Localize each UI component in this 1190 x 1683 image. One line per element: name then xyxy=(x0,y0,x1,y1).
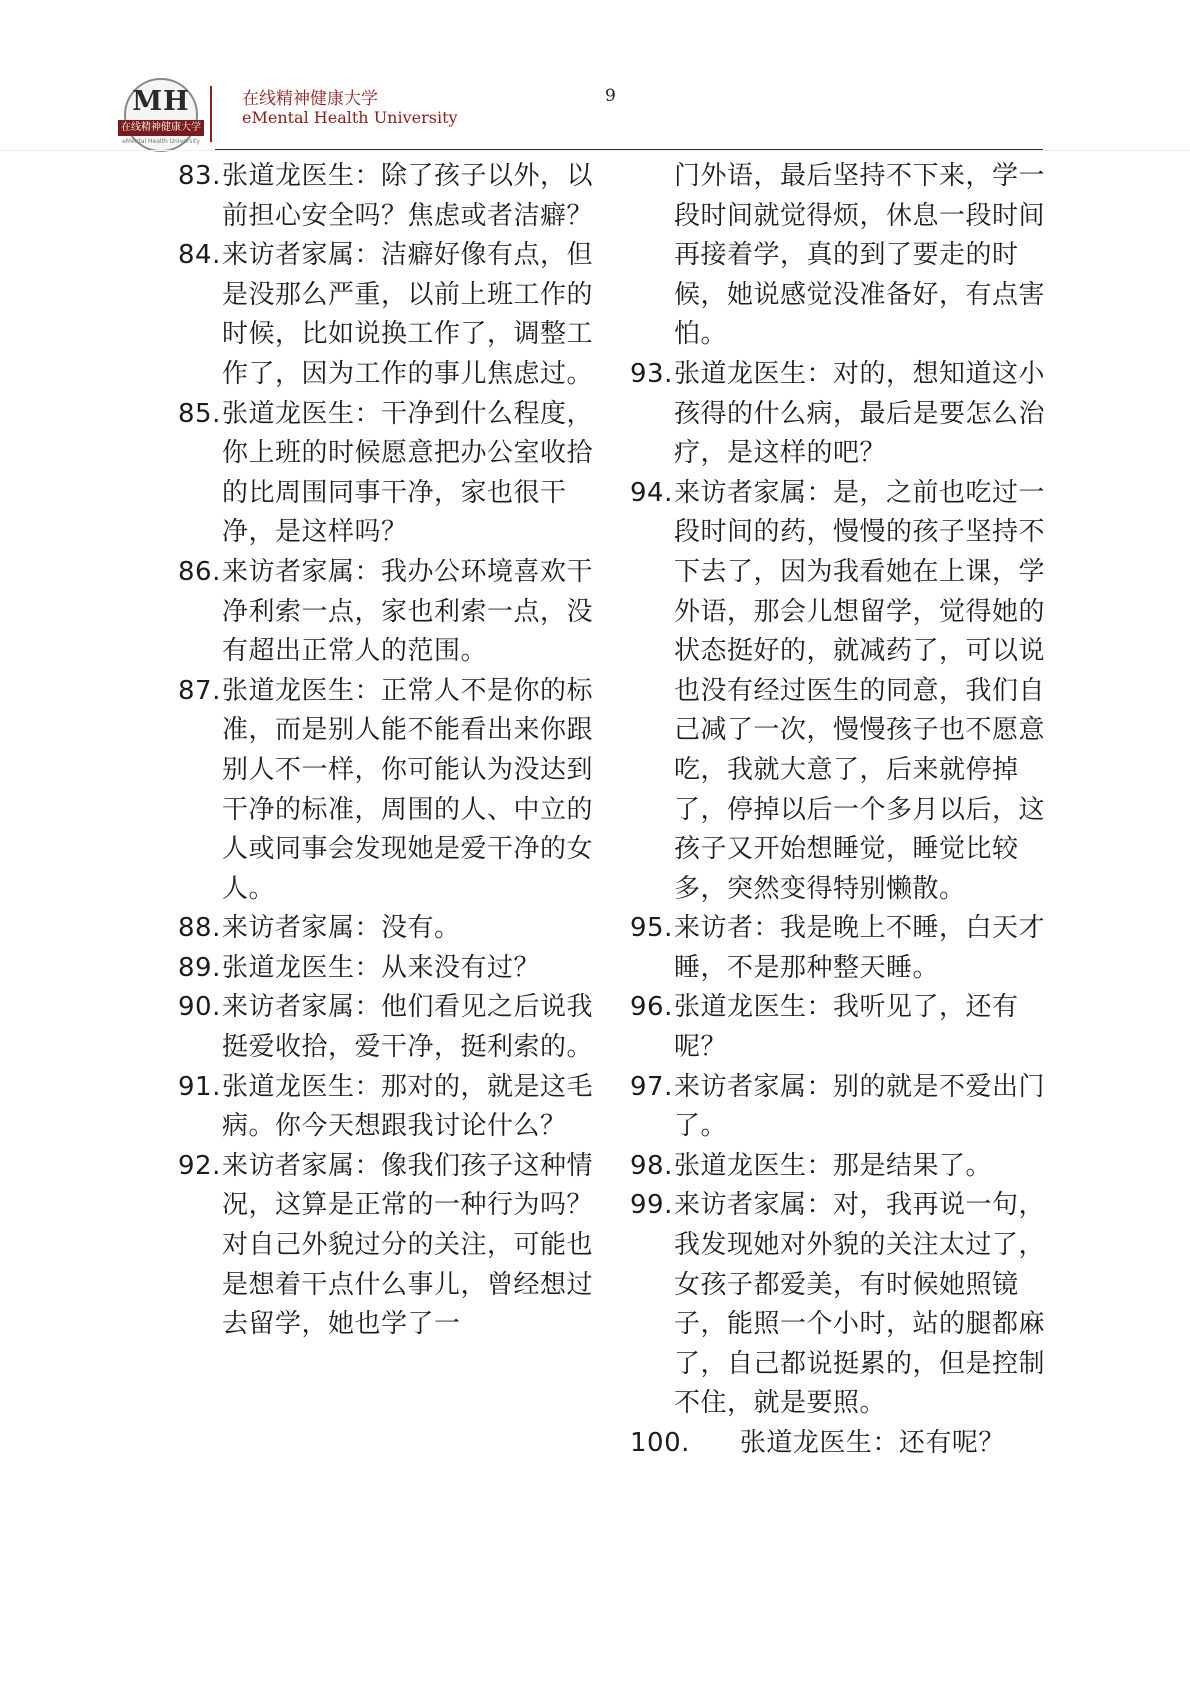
entry-number: 89. xyxy=(178,952,221,983)
entry-number: 96. xyxy=(630,992,673,1023)
entry-number: 99. xyxy=(630,1190,673,1221)
dialogue-entry xyxy=(178,909,598,949)
entry-number: 92. xyxy=(178,1150,221,1181)
entry-text: 张道龙医生：我听见了，还有呢？ xyxy=(674,992,1019,1063)
entry-text: 张道龙医生：还有呢？ xyxy=(739,1428,1005,1458)
dialogue-entry xyxy=(178,1068,598,1147)
entry-number: 95. xyxy=(630,913,673,944)
entry-number: 85. xyxy=(178,398,221,429)
dialogue-entry xyxy=(178,949,598,989)
right-column xyxy=(630,157,1050,1464)
dialogue-entry xyxy=(630,474,1050,910)
entry-text: 来访者家属：像我们孩子这种情况，这算是正常的一种行为吗？对自己外貌过分的关注，可能也是想着干点什么事儿，曾经想过去留学，她也学了一 xyxy=(222,1150,594,1340)
header-shadow-line xyxy=(0,150,1190,151)
entry-text: 来访者家属：洁癖好像有点，但是没那么严重，以前上班工作的时候，比如说换工作了，调整工作了，因为工作的事儿焦虑过。 xyxy=(222,240,594,389)
entry-number: 90. xyxy=(178,992,221,1023)
entry-number: 94. xyxy=(630,477,673,508)
dialogue-entry xyxy=(630,1147,1050,1187)
entry-text: 张道龙医生：干净到什么程度，你上班的时候愿意把办公室收拾的比周围同事干净，家也很干净，是这样吗？ xyxy=(222,398,594,548)
continuation-text: 门外语，最后坚持不下来，学一段时间就觉得烦，休息一段时间再接着学，真的到了要走的时候，她说感觉没准备好，有点害怕。 xyxy=(674,161,1046,350)
logo-subtext: eMental Health University xyxy=(122,138,200,145)
entry-text: 来访者家属：没有。 xyxy=(222,913,461,944)
dialogue-entry xyxy=(630,1068,1050,1147)
entry-text: 来访者家属：他们看见之后说我挺爱收拾，爱干净，挺利索的。 xyxy=(222,992,594,1063)
entry-text: 来访者家属：是，之前也吃过一段时间的药，慢慢的孩子坚持不下去了，因为我看她在上课，学外语，那会儿想留学，觉得她的状态挺好的，就减药了，可以说也没有经过医生的同意，我们自己减了一次，慢慢孩子也不愿意吃，我就大意了，后来就停掉了，停掉以后一个多月以后，这孩子又开始想睡觉，睡觉比较多，突然变得特别懒散。 xyxy=(674,477,1046,904)
entry-text: 张道龙医生：那对的，就是这毛病。你今天想跟我讨论什么？ xyxy=(222,1071,594,1142)
entry-number: 100. xyxy=(630,1428,690,1458)
logo-ribbon: 在线精神健康大学 xyxy=(118,120,204,136)
logo-mh-text: MH xyxy=(132,86,190,117)
entry-number: 83. xyxy=(178,161,221,191)
entry-text: 来访者家属：我办公环境喜欢干净利索一点，家也利索一点，没有超出正常人的范围。 xyxy=(222,556,594,667)
dialogue-entry xyxy=(630,355,1050,474)
header-divider xyxy=(210,86,212,142)
dialogue-entry-last xyxy=(630,1424,1050,1464)
dialogue-entry xyxy=(630,1186,1050,1424)
entry-number: 84. xyxy=(178,240,221,271)
entry-number: 97. xyxy=(630,1071,673,1102)
university-logo xyxy=(118,74,214,160)
entry-text: 来访者家属：对，我再说一句，我发现她对外貌的关注太过了，女孩子都爱美，有时候她照镜子，能照一个小时，站的腿都麻了，自己都说挺累的，但是控制不住，就是要照。 xyxy=(674,1190,1046,1419)
dialogue-entry xyxy=(630,909,1050,988)
entry-number: 86. xyxy=(178,556,221,587)
dialogue-entry xyxy=(178,1147,598,1345)
dialogue-entry xyxy=(630,988,1050,1067)
dialogue-entry xyxy=(178,395,598,553)
page-header xyxy=(0,0,1190,150)
dialogue-entry xyxy=(178,236,598,394)
entry-text: 张道龙医生：那是结果了。 xyxy=(674,1150,993,1181)
entry-text: 来访者家属：别的就是不爱出门了。 xyxy=(674,1071,1046,1142)
entry-text: 张道龙医生：正常人不是你的标准，而是别人能不能看出来你跟别人不一样，你可能认为没达到干净的标准，周围的人、中立的人或同事会发现她是爱干净的女人。 xyxy=(222,675,594,904)
entry-text: 张道龙医生：除了孩子以外，以前担心安全吗？焦虑或者洁癖？ xyxy=(222,161,594,231)
entry-text: 来访者：我是晚上不睡，白天才睡，不是那种整天睡。 xyxy=(674,913,1046,983)
dialogue-continuation xyxy=(630,157,1050,355)
left-column xyxy=(178,157,598,1345)
entry-number: 93. xyxy=(630,358,673,389)
entry-text: 张道龙医生：从来没有过？ xyxy=(222,952,541,983)
entry-number: 98. xyxy=(630,1150,673,1181)
entry-number: 88. xyxy=(178,913,221,944)
dialogue-entry xyxy=(178,988,598,1067)
page-number: 9 xyxy=(605,86,616,106)
entry-text: 张道龙医生：对的，想知道这小孩得的什么病，最后是要怎么治疗，是这样的吧？ xyxy=(674,358,1046,469)
dialogue-entry xyxy=(178,157,598,236)
brand-name-chinese: 在线精神健康大学 xyxy=(242,89,378,109)
brand-name-english: eMental Health University xyxy=(242,108,458,127)
entry-number: 91. xyxy=(178,1071,221,1102)
entry-number: 87. xyxy=(178,675,221,706)
dialogue-entry xyxy=(178,672,598,910)
dialogue-entry xyxy=(178,553,598,672)
